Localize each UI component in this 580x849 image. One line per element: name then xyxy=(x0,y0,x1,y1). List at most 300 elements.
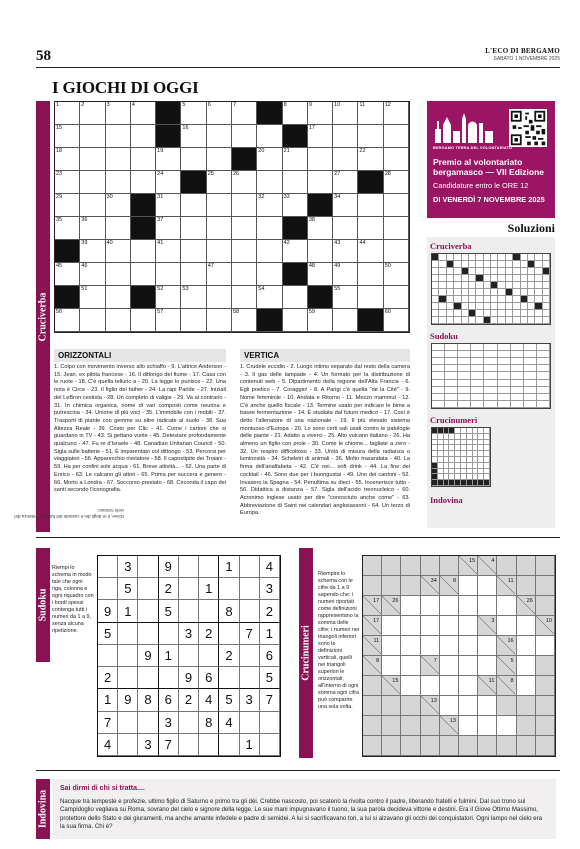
crossword-cell[interactable] xyxy=(358,194,383,217)
sudoku-cell: 4 xyxy=(219,712,239,734)
crossword-cell-number: 59 xyxy=(308,309,315,315)
sudoku-cell[interactable] xyxy=(240,712,260,734)
sudoku-cell[interactable] xyxy=(219,578,239,600)
solution-cell xyxy=(506,310,513,317)
sudoku-cell[interactable] xyxy=(260,712,280,734)
crucinumeri-cell[interactable] xyxy=(478,636,497,656)
crossword-cell[interactable] xyxy=(308,102,333,125)
crucinumeri-cell[interactable] xyxy=(382,636,401,656)
crossword-cell[interactable] xyxy=(207,240,232,263)
crossword-cell[interactable] xyxy=(181,148,206,171)
solution-cell xyxy=(528,282,535,289)
crucinumeri-cell[interactable] xyxy=(440,676,459,696)
crossword-cell[interactable] xyxy=(106,309,131,332)
crossword-cell xyxy=(55,240,80,263)
sudoku-cell[interactable] xyxy=(159,623,179,645)
crossword-cell[interactable] xyxy=(181,125,206,148)
crucinumeri-cell[interactable] xyxy=(401,656,420,676)
crossword-cell[interactable] xyxy=(358,286,383,309)
crossword-cell[interactable] xyxy=(283,102,308,125)
crossword-cell[interactable] xyxy=(257,171,282,194)
solution-cell xyxy=(484,380,497,387)
solution-cell xyxy=(469,303,476,310)
crossword-cell[interactable] xyxy=(257,194,282,217)
crossword-cell[interactable] xyxy=(80,309,105,332)
sudoku-cell[interactable] xyxy=(240,645,260,667)
solution-cell xyxy=(447,254,454,261)
crucinumeri-cell[interactable] xyxy=(517,656,536,676)
crossword-cell[interactable] xyxy=(232,217,257,240)
crossword-cell[interactable] xyxy=(106,171,131,194)
crucinumeri-clue-number: 5 xyxy=(510,658,514,664)
crossword-cell[interactable] xyxy=(283,309,308,332)
crucinumeri-cell[interactable] xyxy=(497,716,516,736)
sudoku-cell[interactable] xyxy=(240,578,260,600)
sudoku-cell[interactable] xyxy=(118,623,138,645)
solution-cell xyxy=(458,387,471,394)
sudoku-cell[interactable] xyxy=(138,556,158,578)
crucinumeri-cell[interactable] xyxy=(401,616,420,636)
solution-cell xyxy=(432,387,445,394)
sudoku-cell[interactable] xyxy=(138,600,158,622)
crossword-cell[interactable] xyxy=(232,171,257,194)
sudoku-cell[interactable] xyxy=(118,712,138,734)
crossword-cell[interactable] xyxy=(181,102,206,125)
solution-cell xyxy=(462,268,469,275)
solution-indovina-answer: Giove, il re degli dei è custode del fulmine. Potenza del cielo romano. xyxy=(14,508,124,519)
crucinumeri-cell[interactable] xyxy=(497,596,516,616)
crossword-cell[interactable] xyxy=(308,263,333,286)
crucinumeri-cell[interactable] xyxy=(478,576,497,596)
solution-cell xyxy=(537,372,550,379)
solution-cell xyxy=(513,282,520,289)
crossword-cell[interactable] xyxy=(257,240,282,263)
crossword-cell[interactable] xyxy=(384,217,409,240)
crossword-cell[interactable] xyxy=(55,217,80,240)
crossword-cell[interactable] xyxy=(131,171,156,194)
solution-cell xyxy=(447,268,454,275)
crucinumeri-cell[interactable] xyxy=(421,616,440,636)
solution-cell xyxy=(432,282,439,289)
crossword-cell[interactable] xyxy=(232,309,257,332)
crucinumeri-clue-number: 11 xyxy=(507,578,514,584)
solution-cell xyxy=(476,296,483,303)
crossword-cell[interactable] xyxy=(106,102,131,125)
verticali-heading: VERTICA xyxy=(240,349,410,362)
crossword-cell[interactable] xyxy=(232,240,257,263)
crucinumeri-cell[interactable] xyxy=(459,596,478,616)
sudoku-cell: 7 xyxy=(98,712,118,734)
sudoku-cell[interactable] xyxy=(240,667,260,689)
crucinumeri-cell xyxy=(517,556,536,576)
crossword-cell[interactable] xyxy=(232,286,257,309)
crossword-cell[interactable] xyxy=(55,148,80,171)
sudoku-cell[interactable] xyxy=(179,734,199,756)
sudoku-cell[interactable] xyxy=(179,645,199,667)
crossword-cell[interactable] xyxy=(106,286,131,309)
crossword-cell[interactable] xyxy=(257,148,282,171)
crossword-cell[interactable] xyxy=(131,125,156,148)
solution-cell xyxy=(528,317,535,324)
crossword-cell[interactable] xyxy=(358,102,383,125)
crossword-cell[interactable] xyxy=(181,194,206,217)
crossword-cell[interactable] xyxy=(308,171,333,194)
crossword-cell[interactable] xyxy=(80,217,105,240)
crossword-cell[interactable] xyxy=(358,148,383,171)
crossword-cell[interactable] xyxy=(308,148,333,171)
crossword-cell[interactable] xyxy=(358,217,383,240)
solution-cell xyxy=(511,351,524,358)
crossword-cell[interactable] xyxy=(232,125,257,148)
crucinumeri-cell[interactable] xyxy=(478,596,497,616)
crossword-cell[interactable] xyxy=(333,240,358,263)
sudoku-cell[interactable] xyxy=(118,645,138,667)
crossword-cell[interactable] xyxy=(80,286,105,309)
sudoku-cell[interactable] xyxy=(138,623,158,645)
sudoku-cell[interactable] xyxy=(219,734,239,756)
crucinumeri-cell[interactable] xyxy=(478,656,497,676)
solution-cell xyxy=(439,289,446,296)
crossword-cell[interactable] xyxy=(257,125,282,148)
solution-cell xyxy=(498,394,511,401)
crossword-cell[interactable] xyxy=(207,102,232,125)
sudoku-cell[interactable] xyxy=(159,667,179,689)
crossword-cell[interactable] xyxy=(131,263,156,286)
crossword-cell[interactable] xyxy=(156,309,181,332)
sudoku-cell: 9 xyxy=(159,556,179,578)
crossword-cell[interactable] xyxy=(55,309,80,332)
crossword-cell[interactable] xyxy=(80,263,105,286)
crossword-cell[interactable] xyxy=(333,102,358,125)
sudoku-cell[interactable] xyxy=(240,556,260,578)
sudoku-cell[interactable] xyxy=(98,556,118,578)
crossword-cell[interactable] xyxy=(156,194,181,217)
solution-cell xyxy=(462,261,469,268)
middle-rule xyxy=(36,537,560,538)
crossword-cell[interactable] xyxy=(384,309,409,332)
solution-cell xyxy=(458,401,471,408)
sudoku-cell[interactable] xyxy=(179,556,199,578)
crossword-cell[interactable] xyxy=(80,171,105,194)
crossword-cell[interactable] xyxy=(207,263,232,286)
sudoku-cell[interactable] xyxy=(98,578,118,600)
solution-cell xyxy=(511,394,524,401)
crucinumeri-cell[interactable] xyxy=(421,636,440,656)
crossword-cell[interactable] xyxy=(80,148,105,171)
crossword-cell[interactable] xyxy=(207,148,232,171)
promo-title: Premio al volontariato bergamasco — VII Edizione xyxy=(433,157,545,177)
crossword-cell[interactable] xyxy=(333,217,358,240)
solution-cell xyxy=(524,365,537,372)
crossword-cell[interactable] xyxy=(333,171,358,194)
crucinumeri-cell[interactable] xyxy=(459,616,478,636)
crossword-cell[interactable] xyxy=(333,286,358,309)
crossword-cell[interactable] xyxy=(283,148,308,171)
sudoku-cell[interactable] xyxy=(138,578,158,600)
crossword-cell[interactable] xyxy=(106,217,131,240)
solution-cell xyxy=(513,268,520,275)
crucinumeri-clue-cell xyxy=(421,656,440,676)
crossword-cell[interactable] xyxy=(384,148,409,171)
solution-cell xyxy=(528,275,535,282)
crossword-cell[interactable] xyxy=(257,263,282,286)
sudoku-cell[interactable] xyxy=(179,578,199,600)
crucinumeri-cell[interactable] xyxy=(440,656,459,676)
sudoku-cell[interactable] xyxy=(118,734,138,756)
crucinumeri-cell[interactable] xyxy=(440,596,459,616)
sudoku-grid[interactable] xyxy=(97,555,281,757)
sudoku-cell[interactable] xyxy=(179,712,199,734)
solution-cell xyxy=(498,268,505,275)
crossword-cell-number: 58 xyxy=(233,309,240,315)
crossword-cell-number: 8 xyxy=(283,102,287,108)
crucinumeri-cell[interactable] xyxy=(382,616,401,636)
crossword-cell[interactable] xyxy=(207,309,232,332)
crucinumeri-cell[interactable] xyxy=(459,716,478,736)
solution-cell xyxy=(528,310,535,317)
crossword-cell[interactable] xyxy=(156,263,181,286)
crossword-cell[interactable] xyxy=(80,240,105,263)
crossword-cell[interactable] xyxy=(55,125,80,148)
crucinumeri-grid[interactable] xyxy=(362,555,556,757)
crossword-cell-number: 44 xyxy=(359,240,366,246)
crossword-cell[interactable] xyxy=(207,171,232,194)
crossword-cell[interactable] xyxy=(384,240,409,263)
crossword-cell[interactable] xyxy=(283,171,308,194)
sudoku-cell[interactable] xyxy=(138,667,158,689)
tab-sudoku xyxy=(36,548,50,662)
crossword-cell[interactable] xyxy=(232,194,257,217)
crucinumeri-cell[interactable] xyxy=(382,656,401,676)
crucinumeri-clue-cell xyxy=(440,576,459,596)
crucinumeri-cell[interactable] xyxy=(459,636,478,656)
crucinumeri-clue-cell xyxy=(363,596,382,616)
crucinumeri-cell[interactable] xyxy=(478,696,497,716)
crossword-cell-number: 57 xyxy=(157,309,164,315)
crucinumeri-cell[interactable] xyxy=(440,696,459,716)
solution-cell xyxy=(513,289,520,296)
crucinumeri-cell[interactable] xyxy=(517,636,536,656)
solution-cell xyxy=(543,296,550,303)
crossword-cell[interactable] xyxy=(358,263,383,286)
sudoku-cell[interactable] xyxy=(118,667,138,689)
sudoku-cell: 1 xyxy=(260,623,280,645)
crucinumeri-cell[interactable] xyxy=(401,596,420,616)
crossword-cell[interactable] xyxy=(106,263,131,286)
crossword-cell xyxy=(131,194,156,217)
crossword-cell[interactable] xyxy=(80,125,105,148)
crossword-cell[interactable] xyxy=(181,286,206,309)
crossword-cell-number: 51 xyxy=(81,286,88,292)
crossword-grid[interactable] xyxy=(54,101,410,333)
crossword-cell[interactable] xyxy=(207,217,232,240)
sudoku-cell[interactable] xyxy=(199,734,219,756)
crossword-cell[interactable] xyxy=(384,102,409,125)
crossword-cell[interactable] xyxy=(333,125,358,148)
solution-cell xyxy=(484,387,497,394)
crossword-cell[interactable] xyxy=(207,286,232,309)
crucinumeri-cell xyxy=(517,716,536,736)
crossword-cell[interactable] xyxy=(156,240,181,263)
crucinumeri-cell[interactable] xyxy=(421,596,440,616)
crossword-cell[interactable] xyxy=(257,286,282,309)
crossword-cell[interactable] xyxy=(55,194,80,217)
solution-cell xyxy=(535,303,542,310)
crossword-cell[interactable] xyxy=(207,194,232,217)
crucinumeri-cell xyxy=(363,576,382,596)
crossword-cell[interactable] xyxy=(131,240,156,263)
crossword-cell[interactable] xyxy=(156,217,181,240)
solution-cell xyxy=(462,296,469,303)
crossword-cell[interactable] xyxy=(156,171,181,194)
crucinumeri-cell[interactable] xyxy=(459,696,478,716)
sudoku-cell[interactable] xyxy=(240,600,260,622)
crossword-cell[interactable] xyxy=(80,194,105,217)
crucinumeri-clue-cell xyxy=(478,616,497,636)
crossword-cell[interactable] xyxy=(358,125,383,148)
crossword-cell xyxy=(232,148,257,171)
crossword-cell[interactable] xyxy=(358,240,383,263)
solution-cell xyxy=(521,282,528,289)
crossword-cell[interactable] xyxy=(156,148,181,171)
crucinumeri-cell[interactable] xyxy=(401,676,420,696)
crossword-cell[interactable] xyxy=(55,102,80,125)
solution-cell xyxy=(543,268,550,275)
crossword-cell[interactable] xyxy=(181,263,206,286)
crossword-cell[interactable] xyxy=(106,240,131,263)
crossword-cell[interactable] xyxy=(308,217,333,240)
crucinumeri-cell[interactable] xyxy=(478,716,497,736)
crucinumeri-cell[interactable] xyxy=(421,676,440,696)
crossword-cell[interactable] xyxy=(384,194,409,217)
crossword-cell[interactable] xyxy=(308,309,333,332)
crucinumeri-clue-cell xyxy=(497,656,516,676)
sudoku-cell[interactable] xyxy=(260,734,280,756)
crossword-cell[interactable] xyxy=(333,263,358,286)
crucinumeri-cell[interactable] xyxy=(440,636,459,656)
solution-cell xyxy=(484,480,490,486)
crucinumeri-cell xyxy=(421,736,440,756)
crucinumeri-cell xyxy=(401,696,420,716)
crossword-cell[interactable] xyxy=(55,263,80,286)
crossword-cell[interactable] xyxy=(181,217,206,240)
crossword-cell[interactable] xyxy=(106,125,131,148)
solution-cell xyxy=(439,317,446,324)
crucinumeri-clue-cell xyxy=(497,676,516,696)
crossword-cell[interactable] xyxy=(333,194,358,217)
sudoku-cell: 6 xyxy=(199,667,219,689)
sudoku-cell[interactable] xyxy=(179,600,199,622)
solution-cell xyxy=(484,254,491,261)
crossword-cell[interactable] xyxy=(106,148,131,171)
solution-cell xyxy=(471,344,484,351)
crucinumeri-cell[interactable] xyxy=(536,636,555,656)
sudoku-cell[interactable] xyxy=(219,667,239,689)
crucinumeri-cell[interactable] xyxy=(459,656,478,676)
crossword-cell[interactable] xyxy=(55,171,80,194)
solution-cell xyxy=(439,261,446,268)
sudoku-cell[interactable] xyxy=(219,623,239,645)
crossword-cell[interactable] xyxy=(257,217,282,240)
solution-cell xyxy=(484,282,491,289)
solution-cell xyxy=(445,358,458,365)
crucinumeri-clue-number: 17 xyxy=(373,618,380,624)
crossword-cell xyxy=(283,263,308,286)
crossword-cell[interactable] xyxy=(333,148,358,171)
solution-cell xyxy=(524,372,537,379)
crossword-cell[interactable] xyxy=(283,286,308,309)
sudoku-cell[interactable] xyxy=(199,645,219,667)
crossword-cell[interactable] xyxy=(131,102,156,125)
section-title: I GIOCHI DI OGGI xyxy=(52,78,199,97)
crossword-cell-number: 30 xyxy=(106,194,113,200)
solution-cell xyxy=(471,394,484,401)
tab-sudoku-label: Sudoku xyxy=(37,588,49,622)
crossword-cell[interactable] xyxy=(384,125,409,148)
crossword-cell[interactable] xyxy=(131,309,156,332)
crossword-cell[interactable] xyxy=(106,194,131,217)
crossword-cell[interactable] xyxy=(207,125,232,148)
crucinumeri-cell[interactable] xyxy=(459,676,478,696)
crucinumeri-cell[interactable] xyxy=(497,616,516,636)
crossword-cell[interactable] xyxy=(283,240,308,263)
crossword-cell-number: 11 xyxy=(359,102,366,108)
solution-cell xyxy=(524,351,537,358)
sudoku-cell[interactable] xyxy=(199,556,219,578)
crucinumeri-cell[interactable] xyxy=(517,676,536,696)
crossword-cell-number: 16 xyxy=(182,125,189,131)
crucinumeri-cell[interactable] xyxy=(401,636,420,656)
crossword-cell[interactable] xyxy=(308,240,333,263)
crucinumeri-cell[interactable] xyxy=(517,616,536,636)
crucinumeri-cell[interactable] xyxy=(459,576,478,596)
sudoku-cell[interactable] xyxy=(98,645,118,667)
crucinumeri-clue-number: 10 xyxy=(545,618,552,624)
crucinumeri-cell[interactable] xyxy=(440,616,459,636)
crossword-cell[interactable] xyxy=(384,171,409,194)
solution-cell xyxy=(506,296,513,303)
sudoku-cell[interactable] xyxy=(199,600,219,622)
crossword-cell-number: 22 xyxy=(359,148,366,154)
crossword-cell[interactable] xyxy=(308,125,333,148)
solutions-panel xyxy=(427,237,555,528)
crucinumeri-cell xyxy=(497,696,516,716)
crucinumeri-cell xyxy=(363,736,382,756)
crossword-cell[interactable] xyxy=(384,286,409,309)
crossword-cell[interactable] xyxy=(181,240,206,263)
sudoku-cell: 3 xyxy=(240,689,260,711)
crossword-cell[interactable] xyxy=(283,194,308,217)
crossword-cell[interactable] xyxy=(333,309,358,332)
crossword-cell[interactable] xyxy=(384,263,409,286)
crossword-cell[interactable] xyxy=(156,286,181,309)
crossword-cell[interactable] xyxy=(80,102,105,125)
sudoku-cell: 1 xyxy=(159,645,179,667)
crossword-cell[interactable] xyxy=(232,102,257,125)
volunteer-promo[interactable] xyxy=(427,101,555,218)
crossword-cell[interactable] xyxy=(131,148,156,171)
crucinumeri-cell xyxy=(401,576,420,596)
solution-cell xyxy=(439,282,446,289)
crossword-cell-number: 56 xyxy=(56,309,63,315)
sudoku-cell[interactable] xyxy=(138,712,158,734)
solution-cell xyxy=(484,351,497,358)
solution-sudoku-grid xyxy=(431,343,551,409)
sudoku-cell: 7 xyxy=(159,734,179,756)
crossword-cell[interactable] xyxy=(181,309,206,332)
crossword-cell-number: 36 xyxy=(81,217,88,223)
crossword-cell[interactable] xyxy=(232,263,257,286)
